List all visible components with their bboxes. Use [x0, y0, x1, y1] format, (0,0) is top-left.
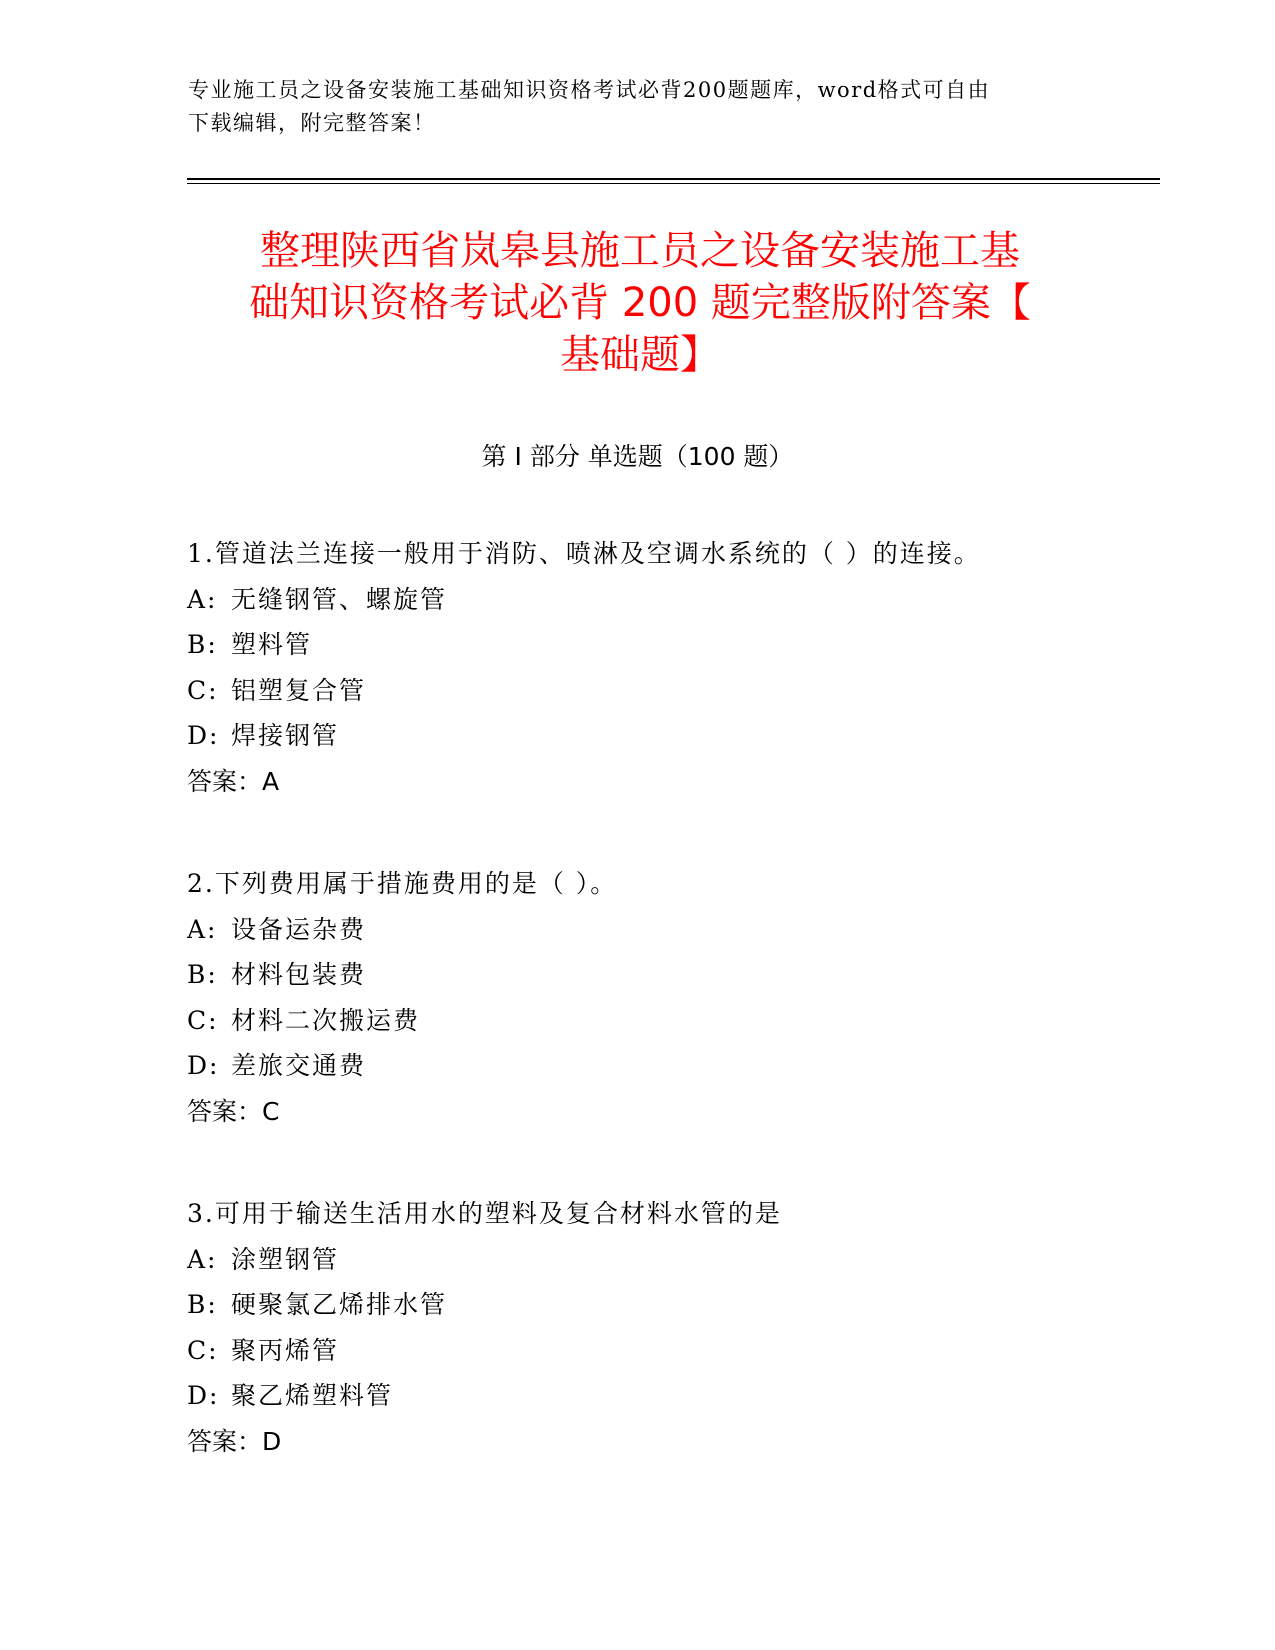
option-key: A:	[187, 584, 218, 614]
header-divider-thick	[187, 178, 1160, 180]
option-key: C:	[187, 1335, 219, 1365]
option-key: B:	[187, 630, 218, 659]
option-key: B:	[187, 1290, 218, 1319]
option-key: D:	[187, 1051, 220, 1080]
option-b	[187, 622, 1147, 668]
question-item	[187, 861, 1147, 1134]
option-text: 聚丙烯管	[231, 1335, 340, 1365]
intro-line-1: 专业施工员之设备安装施工基础知识资格考试必背200题题库，word格式可自由	[188, 78, 991, 102]
option-d	[187, 713, 1147, 759]
option-key: C:	[187, 1005, 219, 1035]
option-key: D:	[187, 721, 220, 750]
intro-text	[188, 74, 1088, 140]
question-item	[187, 531, 1147, 804]
option-text: 聚乙烯塑料管	[231, 1381, 394, 1410]
section-title: 第 I 部分 单选题（100 题）	[481, 442, 794, 471]
title-line-1: 整理陕西省岚皋县施工员之设备安装施工基	[260, 228, 1020, 274]
option-text: 无缝钢管、螺旋管	[231, 584, 448, 614]
question-stem: 3.可用于输送生活用水的塑料及复合材料水管的是	[187, 1199, 782, 1228]
option-text: 塑料管	[231, 630, 313, 659]
header-divider-thin	[187, 183, 1160, 184]
option-a	[187, 577, 1147, 623]
answer-line: 答案：D	[187, 1426, 282, 1456]
option-c	[187, 668, 1147, 714]
option-text: 材料包装费	[231, 960, 367, 989]
option-a	[187, 907, 1147, 953]
option-d	[187, 1373, 1147, 1419]
question-stem: 1.管道法兰连接一般用于消防、喷淋及空调水系统的（ ）的连接。	[187, 539, 981, 568]
question-item	[187, 1191, 1147, 1464]
option-text: 焊接钢管	[231, 721, 340, 750]
option-text: 材料二次搬运费	[231, 1005, 421, 1035]
option-key: D:	[187, 1381, 220, 1410]
option-text: 铝塑复合管	[231, 675, 367, 705]
option-text: 设备运杂费	[231, 914, 367, 944]
option-text: 硬聚氯乙烯排水管	[231, 1290, 448, 1319]
option-b	[187, 1282, 1147, 1328]
title-line-3: 基础题】	[560, 332, 720, 378]
question-stem: 2.下列费用属于措施费用的是（ ）。	[187, 869, 618, 898]
answer-line: 答案：A	[187, 766, 280, 796]
option-c	[187, 1328, 1147, 1374]
option-text: 涂塑钢管	[231, 1244, 340, 1274]
option-d	[187, 1043, 1147, 1089]
option-a	[187, 1237, 1147, 1283]
option-c	[187, 998, 1147, 1044]
document-title	[190, 225, 1090, 381]
answer-line: 答案：C	[187, 1096, 280, 1126]
option-text: 差旅交通费	[231, 1051, 367, 1080]
option-key: A:	[187, 914, 218, 944]
option-b	[187, 952, 1147, 998]
option-key: C:	[187, 675, 219, 705]
title-line-2: 础知识资格考试必背 200 题完整版附答案【	[249, 280, 1031, 326]
intro-line-2: 下载编辑，附完整答案！	[188, 111, 436, 135]
option-key: B:	[187, 960, 218, 989]
option-key: A:	[187, 1244, 218, 1274]
question-list	[187, 531, 1147, 1521]
